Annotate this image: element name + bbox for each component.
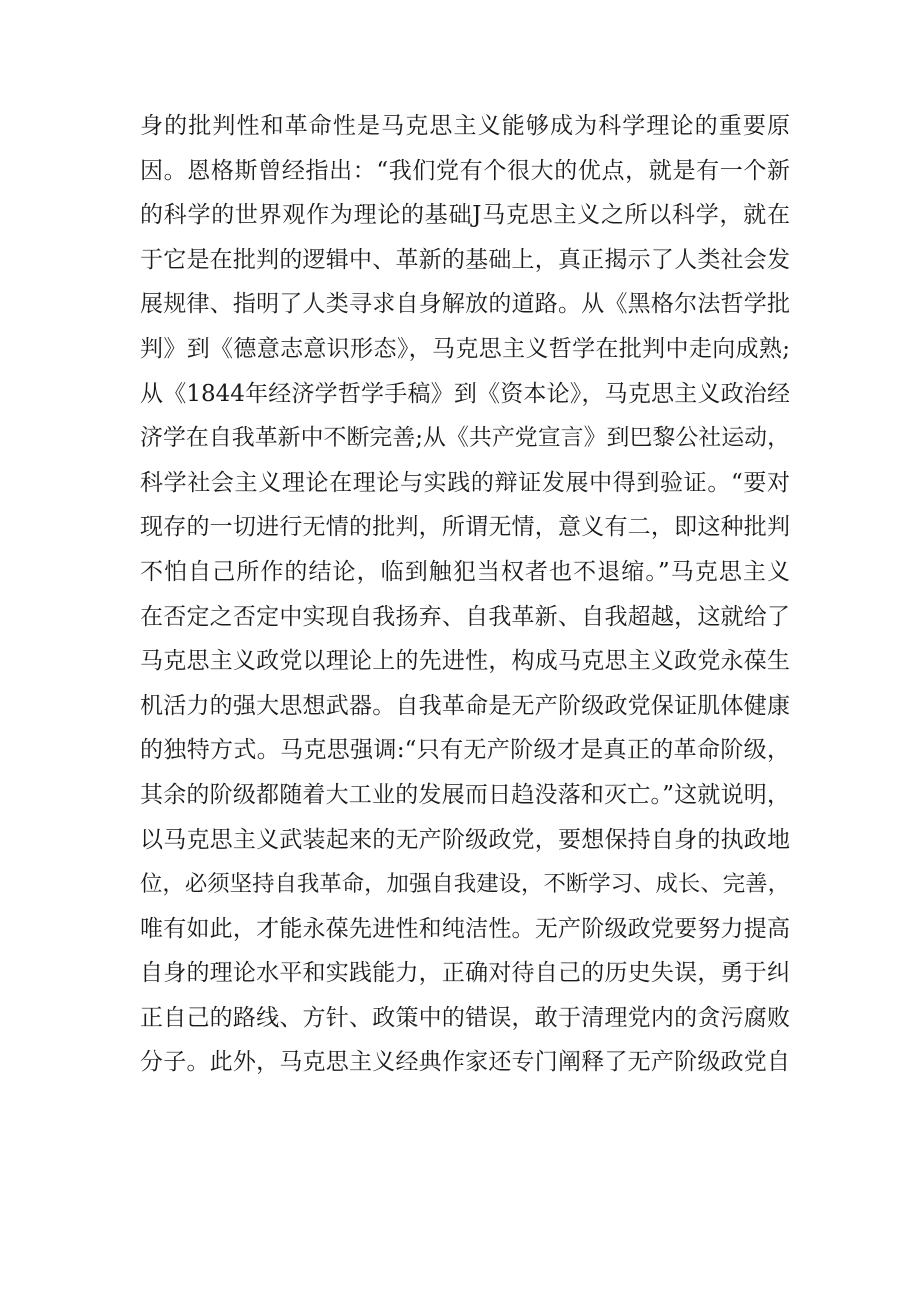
text-line: 机活力的强大思想武器。自我革命是无产阶级政党保证肌体健康 [140, 692, 790, 719]
text-line: 从《1844年经济学哲学手稿》到《资本论》，马克思主义政治经 [140, 380, 790, 407]
text-line: 唯有如此，才能永葆先进性和纯洁性。无产阶级政党要努力提高 [140, 915, 790, 942]
text-line: 分子。此外，马克思主义经典作家还专门阐释了无产阶级政党自 [140, 1049, 790, 1076]
text-line: 正自己的路线、方针、政策中的错误，敢于清理党内的贪污腐败 [140, 1004, 790, 1031]
text-line: 在否定之否定中实现自我扬弃、自我革新、自我超越，这就给了 [140, 603, 790, 630]
text-line: 位，必须坚持自我革命，加强自我建设，不断学习、成长、完善， [140, 871, 790, 898]
text-line: 因。恩格斯曾经指出：“我们党有个很大的优点，就是有一个新 [140, 157, 790, 184]
text-line: 现存的一切进行无情的批判，所谓无情，意义有二，即这种批判 [140, 514, 790, 541]
text-line: 于它是在批判的逻辑中、革新的基础上，真正揭示了人类社会发 [140, 246, 790, 273]
text-line: 自身的理论水平和实践能力，正确对待自己的历史失误，勇于纠 [140, 960, 790, 987]
text-line: 以马克思主义武装起来的无产阶级政党，要想保持自身的执政地 [140, 826, 790, 853]
text-line: 判》到《德意志意识形态》，马克思主义哲学在批判中走向成熟; [140, 335, 790, 362]
text-line: 马克思主义政党以理论上的先进性，构成马克思主义政党永葆生 [140, 648, 790, 675]
text-line: 科学社会主义理论在理论与实践的辩证发展中得到验证。“要对 [140, 469, 790, 496]
text-line: 身的批判性和革命性是马克思主义能够成为科学理论的重要原 [140, 113, 790, 139]
body-text [140, 104, 790, 1085]
text-line: 的独特方式。马克思强调:“只有无产阶级才是真正的革命阶级， [140, 737, 790, 764]
text-line: 济学在自我革新中不断完善;从《共产党宣言》到巴黎公社运动， [140, 425, 790, 452]
text-line: 的科学的世界观作为理论的基础J马克思主义之所以科学，就在 [140, 202, 790, 229]
text-line: 不怕自己所作的结论，临到触犯当权者也不退缩。”马克思主义 [140, 558, 790, 585]
text-line: 其余的阶级都随着大工业的发展而日趋没落和灭亡。”这就说明， [140, 781, 790, 808]
text-line: 展规律、指明了人类寻求自身解放的道路。从《黑格尔法哲学批 [140, 291, 790, 318]
